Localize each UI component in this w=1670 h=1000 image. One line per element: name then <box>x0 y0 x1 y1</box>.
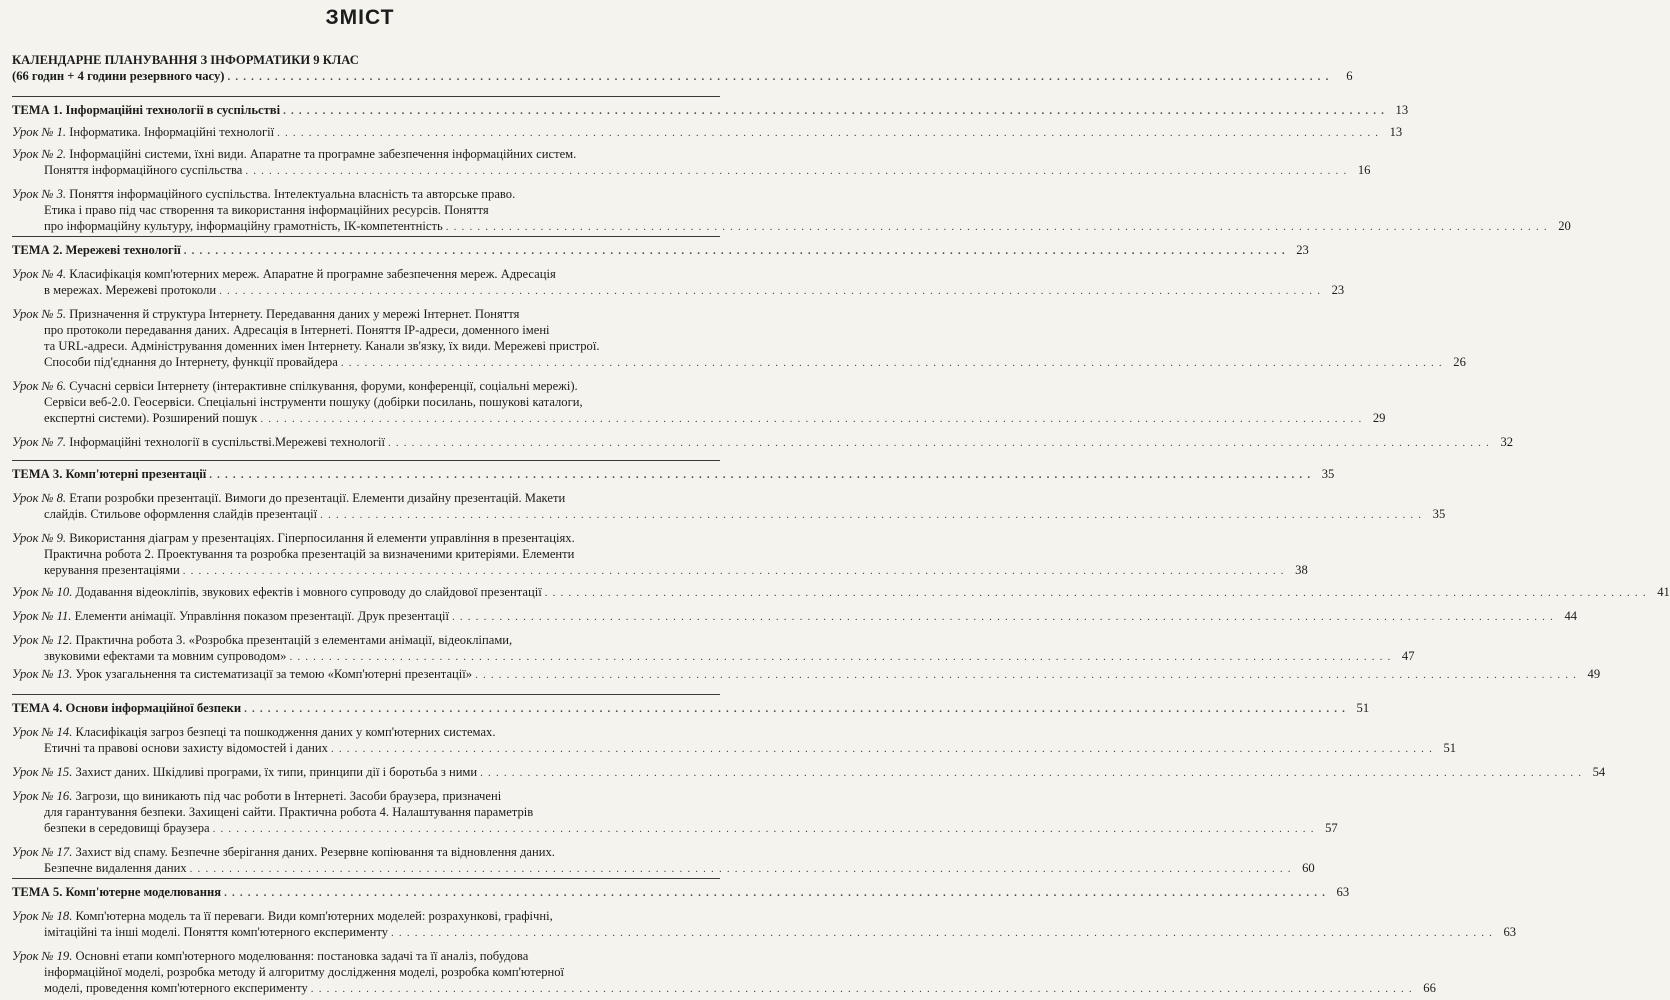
entry-text <box>44 395 583 409</box>
page-number: 23 <box>1331 283 1345 297</box>
page-number: 44 <box>1564 609 1578 623</box>
page-number: 6 <box>1346 69 1353 83</box>
entry-text <box>12 949 528 963</box>
leader-dots <box>190 861 1292 877</box>
entry-title-text: Інформаційні системи, їхні види. Апаратне та програмне забезпечення інформаційних систем. <box>69 147 577 161</box>
entry-title-text: Елементи анімації. Управління показом презентації. Друк презентації <box>74 609 449 623</box>
entry-line <box>12 924 1517 941</box>
lesson-entry <box>12 666 1601 683</box>
leader-dots <box>227 69 1329 85</box>
entry-text <box>44 282 216 298</box>
entry-title-text: звуковими ефектами та мовним супроводом» <box>44 649 287 663</box>
lesson-number: Урок № 1. <box>12 125 67 139</box>
entry-text <box>12 531 575 545</box>
entry-text <box>12 267 556 281</box>
entry-title-text: Етапи розробки презентації. Вимоги до презентації. Елементи дизайну презентацій. Макети <box>69 491 566 505</box>
entry-line <box>12 466 1335 483</box>
lesson-number: Урок № 11. <box>12 609 72 623</box>
entry-title-text: ТЕМА 3. Комп'ютерні презентації <box>12 467 207 481</box>
entry-line <box>12 608 1578 625</box>
entry-text <box>12 845 555 859</box>
lesson-entry <box>12 608 1578 625</box>
calendar-plan-hours-line <box>12 68 1353 85</box>
section-divider <box>12 96 720 97</box>
lesson-number: Урок № 15. <box>12 765 73 779</box>
entry-text <box>44 339 599 353</box>
entry-text <box>44 323 550 337</box>
entry-title-text: Комп'ютерна модель та її переваги. Види комп'ютерних моделей: розрахункові, графічні, <box>75 909 553 923</box>
entry-text <box>12 379 578 393</box>
lesson-entry <box>12 632 1415 665</box>
leader-dots <box>311 981 1413 997</box>
entry-text <box>12 584 542 600</box>
page-number: 23 <box>1296 243 1309 257</box>
entry-line <box>12 434 1514 451</box>
leader-dots <box>388 435 1490 451</box>
lesson-entry <box>12 266 1345 299</box>
entry-title-text: Основні етапи комп'ютерного моделювання: постановка задачі та її аналіз, побудова <box>75 949 529 963</box>
entry-line <box>12 266 708 282</box>
entry-title-text: Способи під'єднання до Інтернету, функції провайдера <box>44 355 338 369</box>
leader-dots <box>446 219 1548 235</box>
entry-title-text: Інформатика. Інформаційні технології <box>69 125 275 139</box>
entry-text <box>12 187 515 201</box>
lesson-number: Урок № 9. <box>12 531 67 545</box>
entry-line <box>12 666 1601 683</box>
lesson-entry <box>12 844 1315 877</box>
lesson-number: Урок № 16. <box>12 789 73 803</box>
entry-text <box>12 725 495 739</box>
entry-line <box>12 562 1308 579</box>
entry-title-text: Етика і право під час створення та використання інформаційних ресурсів. Поняття <box>44 203 489 217</box>
entry-line <box>12 242 1309 259</box>
entry-text <box>12 307 519 321</box>
page-number: 49 <box>1587 667 1601 681</box>
entry-text <box>12 666 472 682</box>
calendar-plan-hours: (66 годин + 4 години резервного часу) <box>12 69 225 83</box>
lesson-entry <box>12 490 1446 523</box>
lesson-number: Урок № 17. <box>12 845 73 859</box>
lesson-entry <box>12 124 1403 141</box>
page-number: 47 <box>1401 649 1415 663</box>
lesson-number: Урок № 4. <box>12 267 67 281</box>
lesson-entry <box>12 186 1571 235</box>
section-divider <box>12 878 720 879</box>
entry-title-text: Поняття інформаційного суспільства. Інтелектуальна власність та авторське право. <box>69 187 516 201</box>
entry-text <box>44 203 489 217</box>
leader-dots <box>320 507 1422 523</box>
lesson-entry <box>12 378 1386 427</box>
entry-line <box>12 218 1571 235</box>
entry-title-text: Інформаційні технології в суспільстві.Мережеві технології <box>69 435 385 449</box>
entry-line <box>12 980 1436 997</box>
entry-text <box>44 506 317 522</box>
entry-text <box>12 124 274 140</box>
page-number: 13 <box>1389 125 1403 139</box>
topic-entry <box>12 884 1350 901</box>
entry-text <box>12 491 565 505</box>
page-number: 38 <box>1295 563 1308 577</box>
lesson-number: Урок № 7. <box>12 435 67 449</box>
entry-text <box>44 924 388 940</box>
entry-text <box>12 434 385 450</box>
entry-text <box>12 466 206 482</box>
entry-title-text: про протоколи передавання даних. Адресація в Інтернеті. Поняття IP-адреси, доменного імені <box>44 323 550 337</box>
entry-line <box>12 700 1370 717</box>
entry-title-text: моделі, проведення комп'ютерного експерименту <box>44 981 308 995</box>
entry-line <box>12 354 1466 371</box>
lesson-number: Урок № 13. <box>12 667 73 681</box>
lesson-entry <box>12 434 1514 451</box>
entry-text <box>12 147 576 161</box>
entry-title-text: Сервіси веб-2.0. Геосервіси. Спеціальні інструменти пошуку (добірки посилань, пошукові каталоги, <box>44 395 583 409</box>
page-number: 60 <box>1302 861 1315 875</box>
entry-title-text: Призначення й структура Інтернету. Передавання даних у мережі Інтернет. Поняття <box>69 307 520 321</box>
entry-line <box>12 820 1338 837</box>
leader-dots <box>452 609 1554 625</box>
lesson-entry <box>12 584 1670 601</box>
leader-dots <box>277 125 1379 141</box>
lesson-number: Урок № 2. <box>12 147 67 161</box>
lesson-number: Урок № 6. <box>12 379 67 393</box>
entry-title-text: Етичні та правові основи захисту відомостей і даних <box>44 741 328 755</box>
entry-text <box>44 562 180 578</box>
entry-text <box>44 648 286 664</box>
entry-line <box>12 632 708 648</box>
entry-text <box>44 820 210 836</box>
lesson-entry <box>12 146 1371 179</box>
leader-dots <box>244 701 1346 717</box>
entry-line <box>12 282 1345 299</box>
entry-line <box>12 490 708 506</box>
entry-title-text: та URL-адреси. Адміністрування доменних імен Інтернету. Канали зв'язку, їх види. Мережеві пристрої. <box>44 339 600 353</box>
page-number: 20 <box>1558 219 1571 233</box>
leader-dots <box>184 243 1286 259</box>
entry-title-text: Класифікація загроз безпеці та пошкодження даних у комп'ютерних системах. <box>75 725 496 739</box>
entry-line <box>12 394 708 410</box>
leader-dots <box>341 355 1443 371</box>
entry-title-text: для гарантування безпеки. Захищені сайти. Практична робота 4. Налаштування параметрів <box>44 805 534 819</box>
page-number: 51 <box>1443 741 1457 755</box>
entry-title-text: Використання діаграм у презентаціях. Гіперпосилання й елементи управління в презентаціях. <box>69 531 575 545</box>
entry-title-text: імітаційні та інші моделі. Поняття комп'ютерного експерименту <box>44 925 389 939</box>
entry-title-text: керування презентаціями <box>44 563 180 577</box>
entry-line <box>12 530 708 546</box>
entry-line <box>12 740 1457 757</box>
entry-title-text: Практична робота 3. «Розробка презентацій з елементами анімації, відеокліпами, <box>75 633 513 647</box>
entry-text <box>12 633 512 647</box>
entry-line <box>12 546 708 562</box>
lesson-entry <box>12 724 1457 757</box>
lesson-entry <box>12 908 1517 941</box>
entry-title-text: Поняття інформаційного суспільства <box>44 163 243 177</box>
page-number: 66 <box>1423 981 1436 995</box>
entry-text <box>44 965 564 979</box>
lesson-number: Урок № 5. <box>12 307 67 321</box>
page-number: 35 <box>1321 467 1335 481</box>
entry-text <box>44 354 338 370</box>
entry-title-text: Урок узагальнення та систематизації за темою «Комп'ютерні презентації» <box>75 667 473 681</box>
entry-line <box>12 162 1371 179</box>
leader-dots <box>183 563 1285 579</box>
entry-text <box>44 860 187 876</box>
entry-text <box>12 884 221 900</box>
page-number: 63 <box>1336 885 1350 899</box>
page-number: 51 <box>1356 701 1370 715</box>
page-number: 16 <box>1357 163 1371 177</box>
entry-text <box>44 805 533 819</box>
lesson-number: Урок № 12. <box>12 633 73 647</box>
entry-line <box>12 724 708 740</box>
lesson-entry <box>12 788 1338 837</box>
leader-dots <box>480 765 1582 781</box>
entry-title-text: Сучасні сервіси Інтернету (інтерактивне спілкування, форуми, конференції, соціальні мережі). <box>69 379 578 393</box>
entry-text <box>12 102 280 118</box>
entry-title-text: ТЕМА 1. Інформаційні технології в суспільстві <box>12 103 281 117</box>
entry-title-text: ТЕМА 5. Комп'ютерне моделювання <box>12 885 222 899</box>
entry-text <box>12 700 241 716</box>
page-number: 35 <box>1432 507 1446 521</box>
entry-title-text: слайдів. Стильове оформлення слайдів презентації <box>44 507 318 521</box>
lesson-entry <box>12 764 1606 781</box>
leader-dots <box>283 103 1385 119</box>
entry-line <box>12 102 1409 119</box>
entry-text <box>12 608 449 624</box>
entry-title-text: безпеки в середовищі браузера <box>44 821 210 835</box>
entry-line <box>12 884 1350 901</box>
lesson-number: Урок № 14. <box>12 725 73 739</box>
lesson-entry <box>12 306 1466 371</box>
entry-text <box>44 410 257 426</box>
entry-line <box>12 202 708 218</box>
section-divider <box>12 460 720 461</box>
entry-line <box>12 584 1670 601</box>
lesson-entry <box>12 530 1308 579</box>
entry-text <box>44 218 443 234</box>
section-divider <box>12 236 720 237</box>
entry-title-text: про інформаційну культуру, інформаційну грамотність, ІК-компетентність <box>44 219 443 233</box>
entry-text <box>12 242 181 258</box>
leader-dots <box>224 885 1326 901</box>
entry-title-text: Захист від спаму. Безпечне зберігання даних. Резервне копіювання та відновлення даних. <box>75 845 555 859</box>
entry-line <box>12 506 1446 523</box>
lesson-number: Урок № 18. <box>12 909 73 923</box>
entry-line <box>12 908 708 924</box>
entry-title-text: Безпечне видалення даних <box>44 861 187 875</box>
leader-dots <box>545 585 1647 601</box>
entry-line <box>12 844 708 860</box>
entry-line <box>12 860 1315 877</box>
lesson-entry <box>12 948 1436 997</box>
leader-dots <box>209 467 1311 483</box>
section-divider <box>12 694 720 695</box>
entry-text <box>12 909 553 923</box>
leader-dots <box>391 925 1493 941</box>
page-number: 13 <box>1395 103 1409 117</box>
entry-line <box>12 948 708 964</box>
page-number: 57 <box>1325 821 1338 835</box>
calendar-plan-title: КАЛЕНДАРНЕ ПЛАНУВАННЯ З ІНФОРМАТИКИ 9 КЛАС <box>12 53 359 67</box>
topic-entry <box>12 700 1370 717</box>
entry-line <box>12 964 708 980</box>
entry-text <box>12 789 501 803</box>
entry-line <box>12 146 708 162</box>
entry-text <box>44 740 328 756</box>
entry-title-text: ТЕМА 2. Мережеві технології <box>12 243 181 257</box>
entry-text <box>44 162 242 178</box>
lesson-number: Урок № 19. <box>12 949 73 963</box>
leader-dots <box>213 821 1315 837</box>
entry-line <box>12 322 708 338</box>
entry-line <box>12 788 708 804</box>
entry-line <box>12 764 1606 781</box>
entry-title-text: ТЕМА 4. Основи інформаційної безпеки <box>12 701 242 715</box>
page-number: 41 <box>1657 585 1670 599</box>
topic-entry <box>12 242 1309 259</box>
entry-title-text: Додавання відеокліпів, звукових ефектів і мовного супроводу до слайдової презентації <box>75 585 542 599</box>
leader-dots <box>245 163 1347 179</box>
leader-dots <box>331 741 1433 757</box>
entry-line <box>12 378 708 394</box>
entry-text <box>44 980 308 996</box>
page-number: 29 <box>1372 411 1386 425</box>
page-title: ЗМІСТ <box>325 6 395 29</box>
entry-line <box>12 306 708 322</box>
entry-title-text: інформаційної моделі, розробка методу й алгоритму дослідження моделі, розробка комп'ютерної <box>44 965 565 979</box>
leader-dots <box>219 283 1321 299</box>
entry-text <box>44 547 574 561</box>
entry-title-text: Захист даних. Шкідливі програми, їх типи, принципи дії і боротьба з ними <box>75 765 478 779</box>
entry-line <box>12 124 1403 141</box>
leader-dots <box>289 649 1391 665</box>
entry-line <box>12 410 1386 427</box>
lesson-number: Урок № 8. <box>12 491 67 505</box>
lesson-number: Урок № 10. <box>12 585 73 599</box>
leader-dots <box>260 411 1362 427</box>
page-number: 54 <box>1592 765 1606 779</box>
entry-title-text: експертні системи). Розширений пошук <box>44 411 258 425</box>
lesson-number: Урок № 3. <box>12 187 67 201</box>
entry-line <box>12 648 1415 665</box>
entry-text <box>12 764 477 780</box>
entry-title-text: в мережах. Мережеві протоколи <box>44 283 217 297</box>
leader-dots <box>475 667 1577 683</box>
entry-title-text: Класифікація комп'ютерних мереж. Апаратне й програмне забезпечення мереж. Адресація <box>69 267 556 281</box>
entry-line <box>12 338 708 354</box>
page-number: 26 <box>1453 355 1466 369</box>
calendar-plan-heading <box>12 52 1353 85</box>
entry-line <box>12 804 708 820</box>
entry-title-text: Практична робота 2. Проектування та розробка презентацій за визначеними критеріями. Елементи <box>44 547 575 561</box>
entry-title-text: Загрози, що виникають під час роботи в Інтернеті. Засоби браузера, призначені <box>75 789 502 803</box>
topic-entry <box>12 102 1409 119</box>
entry-line <box>12 186 708 202</box>
page-number: 63 <box>1503 925 1517 939</box>
page-number: 32 <box>1500 435 1514 449</box>
topic-entry <box>12 466 1335 483</box>
